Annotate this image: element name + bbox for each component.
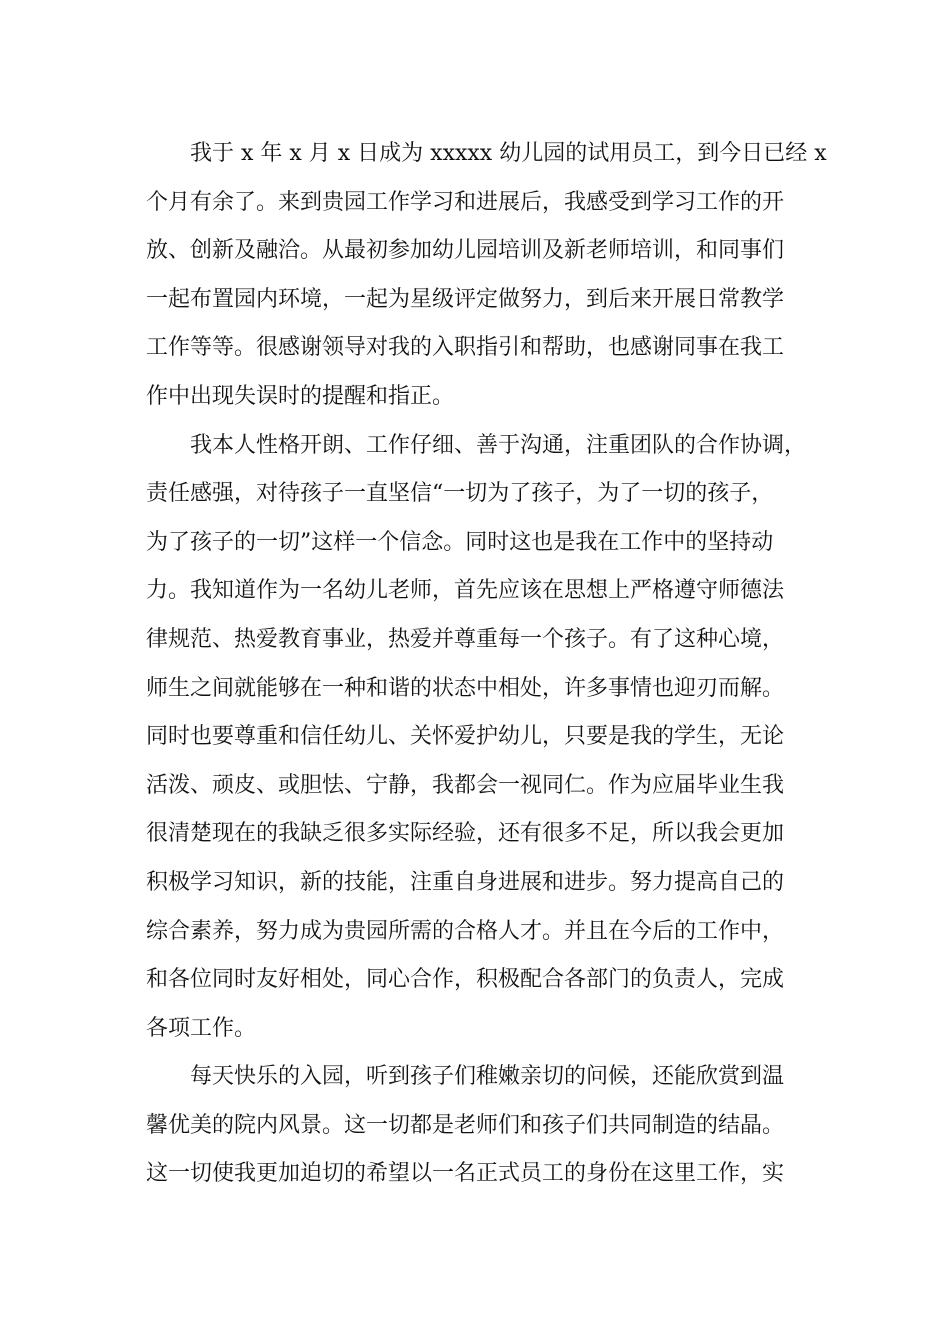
text-line: 一起布置园内环境，一起为星级评定做努力，到后来开展日常教学 [146, 286, 785, 312]
document-body [146, 130, 826, 1199]
text-line: 很清楚现在的我缺乏很多实际经验，还有很多不足，所以我会更加 [146, 821, 785, 847]
text-line: 各项工作。 [146, 1015, 257, 1041]
text-line: 这一切使我更加迫切的希望以一名正式员工的身份在这里工作，实 [146, 1161, 785, 1187]
paragraph-2 [146, 422, 826, 1054]
text-line: 工作等等。很感谢领导对我的入职指引和帮助，也感谢同事在我工 [146, 335, 785, 361]
text-line: 馨优美的院内风景。这一切都是老师们和孩子们共同制造的结晶。 [146, 1112, 785, 1138]
text-line: 和各位同时友好相处，同心合作，积极配合各部门的负责人，完成 [146, 967, 785, 993]
text-line: 我本人性格开朗、工作仔细、善于沟通，注重团队的合作协调， [190, 432, 807, 458]
text-line: 师生之间就能够在一种和谐的状态中相处，许多事情也迎刃而解。 [146, 675, 785, 701]
text-line: 我于 x 年 x 月 x 日成为 xxxxx 幼儿园的试用员工，到今日已经 x [190, 141, 827, 166]
text-line: 每天快乐的入园，听到孩子们稚嫩亲切的问候，还能欣赏到温 [190, 1064, 785, 1090]
text-line: 积极学习知识，新的技能，注重自身进展和进步。努力提高自己的 [146, 869, 785, 895]
text-line: 律规范、热爱教育事业，热爱并尊重每一个孩子。有了这种心境， [146, 626, 785, 652]
text-line: 活泼、顽皮、或胆怯、宁静，我都会一视同仁。作为应届毕业生我 [146, 772, 785, 798]
text-line: 同时也要尊重和信任幼儿、关怀爱护幼儿，只要是我的学生，无论 [146, 724, 785, 750]
text-line: 责任感强，对待孩子一直坚信“一切为了孩子，为了一切的孩子， [146, 481, 774, 507]
paragraph-1 [146, 130, 826, 422]
text-line: 为了孩子的一切”这样一个信念。同时这也是我在工作中的坚持动 [146, 529, 774, 555]
text-line: 作中出现失误时的提醒和指正。 [146, 383, 455, 409]
text-line: 个月有余了。来到贵园工作学习和进展后，我感受到学习工作的开 [146, 189, 785, 215]
paragraph-3 [146, 1053, 826, 1199]
text-line: 放、创新及融洽。从最初参加幼儿园培训及新老师培训，和同事们 [146, 238, 785, 264]
text-line: 综合素养，努力成为贵园所需的合格人才。并且在今后的工作中， [146, 918, 785, 944]
text-line: 力。我知道作为一名幼儿老师，首先应该在思想上严格遵守师德法 [146, 578, 785, 604]
